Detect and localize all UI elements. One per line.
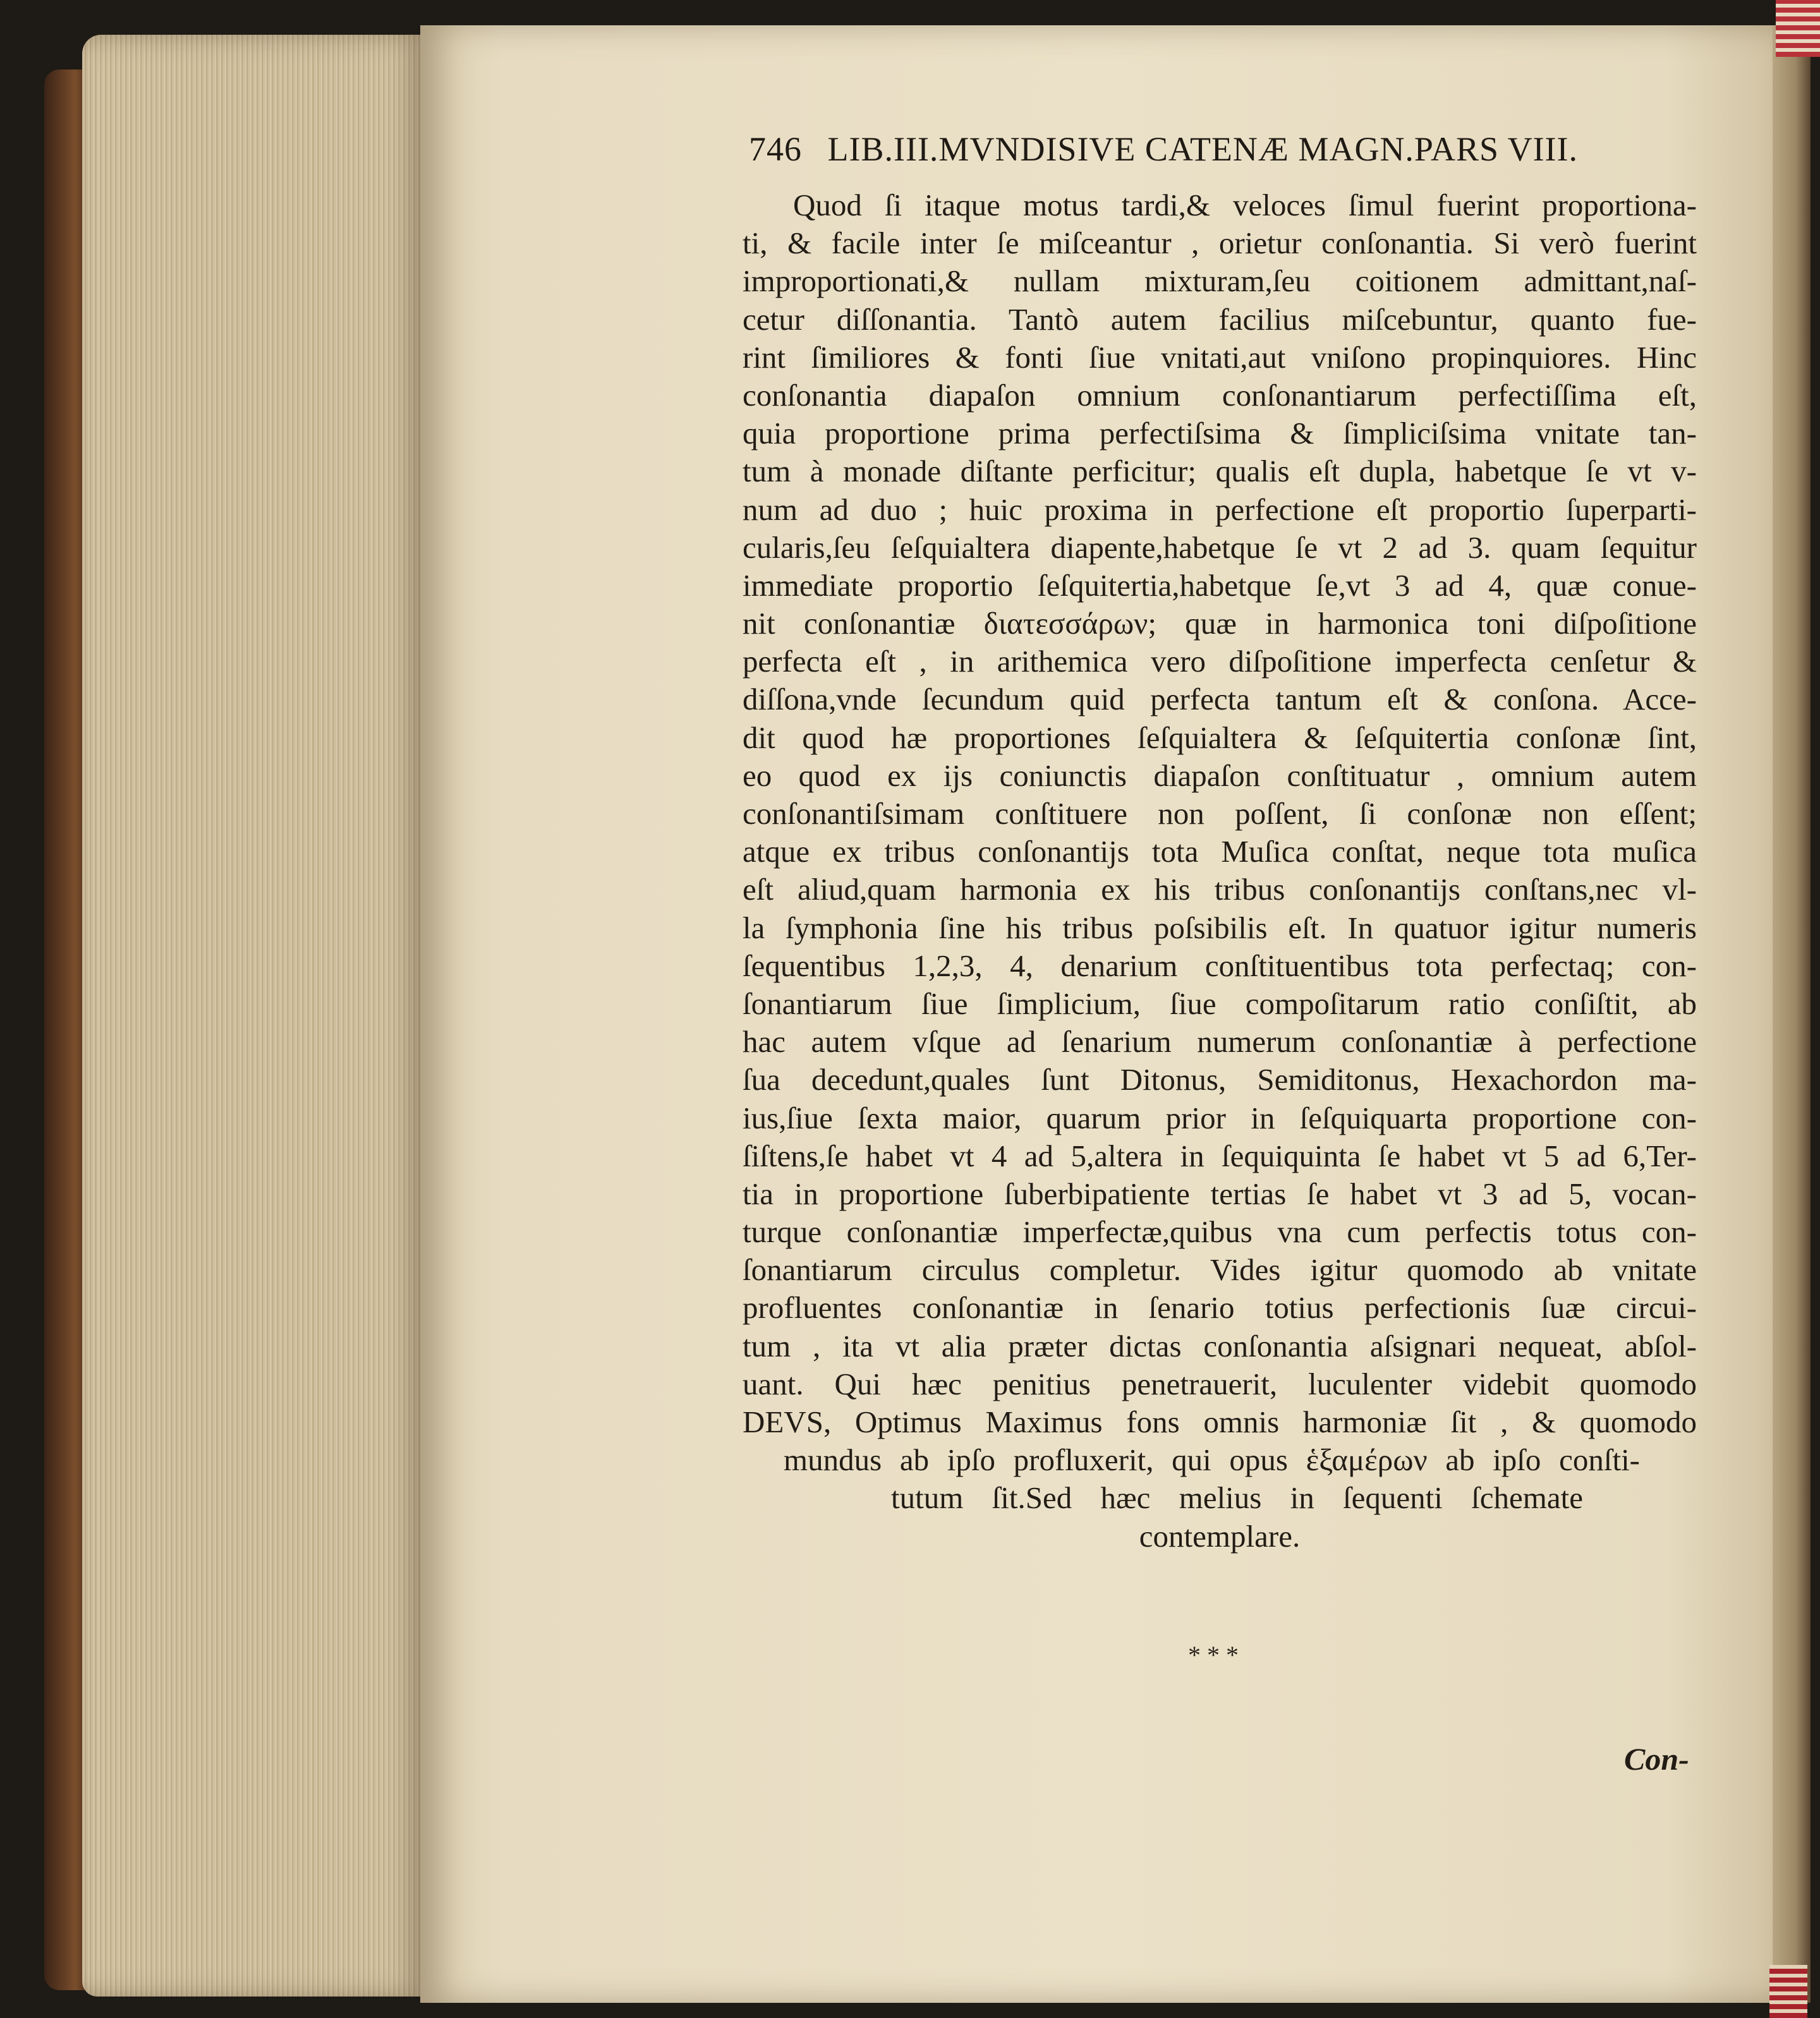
- text-line: ſua decedunt,quales ſunt Ditonus, Semiditonus, Hexachordon ma-: [743, 1062, 1697, 1097]
- page-number: 746: [749, 130, 802, 168]
- text-line: num ad duo ; huic proxima in perfectione eſt proportio ſuperparti-: [743, 492, 1697, 527]
- text-line: conſonantiſsimam conſtituere non poſſent, ſi conſonæ non eſſent;: [743, 796, 1697, 831]
- text-line: improportionati,& nullam mixturam,ſeu coitionem admittant,naſ-: [743, 263, 1697, 299]
- text-line: conſonantia diapaſon omnium conſonantiarum perfectiſſima eſt,: [743, 377, 1697, 413]
- body-text: [743, 186, 1697, 1556]
- text-line: immediate proportio ſeſquitertia,habetque ſe,vt 3 ad 4, quæ conue-: [743, 567, 1697, 603]
- asterism-ornament: * * *: [1188, 1641, 1239, 1669]
- running-head: [749, 130, 1690, 180]
- text-line: dit quod hæ proportiones ſeſquialtera & ſeſquitertia conſonæ ſint,: [743, 720, 1697, 755]
- text-line: cetur diſſonantia. Tantò autem facilius miſcebuntur, quanto fue-: [743, 301, 1697, 337]
- top-bookmark-ribbon: [1776, 0, 1820, 57]
- text-line: ſonantiarum circulus completur. Vides igitur quomodo ab vnitate: [743, 1252, 1697, 1288]
- text-line: eo quod ex ijs coniunctis diapaſon conſtituatur , omnium autem: [743, 758, 1697, 793]
- text-line: ſequentibus 1,2,3, 4, denarium conſtituentibus tota perfectaq; con-: [743, 948, 1697, 983]
- text-line: perfecta eſt , in arithemica vero diſpoſitione imperfecta cenſetur &: [743, 644, 1697, 679]
- text-line: tutum ſit.Sed hæc melius in ſequenti ſchemate: [891, 1480, 1583, 1516]
- text-line: eſt aliud,quam harmonia ex his tribus conſonantijs conſtans,nec vl-: [743, 872, 1697, 907]
- text-line: tum à monade diſtante perficitur; qualis eſt dupla, habetque ſe vt v-: [743, 454, 1697, 489]
- text-line: atque ex tribus conſonantijs tota Muſica conſtat, neque tota muſica: [743, 834, 1697, 869]
- text-line: tum , ita vt alia præter dictas conſonantia aſsignari nequeat, abſol-: [743, 1328, 1697, 1363]
- text-line: la ſymphonia ſine his tribus poſsibilis eſt. In quatuor igitur numeris: [743, 910, 1697, 945]
- text-line: ſonantiarum ſiue ſimplicium, ſiue compoſitarum ratio conſiſtit, ab: [743, 986, 1697, 1021]
- bottom-bookmark-ribbon: [1769, 1965, 1807, 2018]
- text-line: diſſona,vnde ſecundum quid perfecta tantum eſt & conſona. Acce-: [743, 682, 1697, 717]
- text-line: tia in proportione ſuberbipatiente tertias ſe habet vt 3 ad 5, vocan-: [743, 1176, 1697, 1211]
- text-line: profluentes conſonantiæ in ſenario totius perfectionis ſuæ circui-: [743, 1290, 1697, 1326]
- text-line: quia proportione prima perfectiſsima & ſimpliciſsima vnitate tan-: [743, 416, 1697, 451]
- text-line: DEVS, Optimus Maximus fons omnis harmoniæ ſit , & quomodo: [743, 1405, 1697, 1439]
- text-line: ius,ſiue ſexta maior, quarum prior in ſeſquiquarta proportione con-: [743, 1100, 1697, 1135]
- running-title: LIB.III.MVNDISIVE CATENÆ MAGN.PARS VIII.: [827, 130, 1579, 168]
- text-line: contemplare.: [1139, 1518, 1301, 1554]
- text-line: hac autem vſque ad ſenarium numerum conſonantiæ à perfectione: [743, 1024, 1697, 1060]
- text-line: uant. Qui hæc penitius penetrauerit, luculenter videbit quomodo: [743, 1366, 1697, 1401]
- text-line: ti, & facile inter ſe miſceantur , orietur conſonantia. Si verò fuerint: [743, 226, 1697, 261]
- text-line: ſiſtens,ſe habet vt 4 ad 5,altera in ſequiquinta ſe habet vt 5 ad 6,Ter-: [743, 1138, 1697, 1173]
- text-line: Quod ſi itaque motus tardi,& veloces ſimul fuerint proportiona-: [793, 188, 1697, 222]
- text-line: turque conſonantiæ imperfectæ,quibus vna cum perfectis totus con-: [743, 1214, 1697, 1250]
- left-page-stack: [82, 35, 423, 1997]
- page-right-edge: [1773, 25, 1811, 2003]
- text-line: mundus ab ipſo profluxerit, qui opus ἑξαμέρων ab ipſo conſti-: [784, 1442, 1640, 1478]
- text-line: nit conſonantiæ διατεσσάρων; quæ in harmonica toni diſpoſitione: [743, 606, 1697, 641]
- text-line: cularis,ſeu ſeſquialtera diapente,habetque ſe vt 2 ad 3. quam ſequitur: [743, 529, 1697, 565]
- catchword: Con-: [1624, 1741, 1689, 1777]
- text-line: rint ſimiliores & fonti ſiue vnitati,aut vniſono propinquiores. Hinc: [743, 339, 1697, 375]
